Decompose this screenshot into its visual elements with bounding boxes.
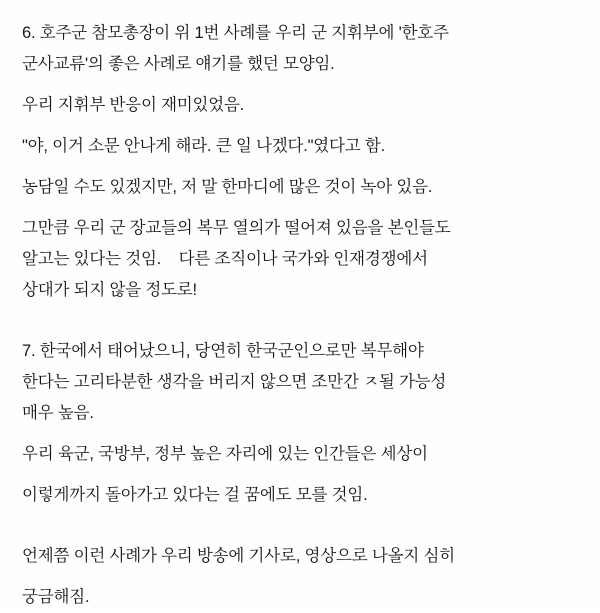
line-gap bbox=[22, 80, 578, 90]
text-line: 우리 육군, 국방부, 정부 높은 자리에 있는 인간들은 세상이 bbox=[22, 445, 428, 463]
text-line: 언제쯤 이런 사례가 우리 방송에 기사로, 영상으로 나올지 심히 bbox=[22, 547, 455, 565]
text-line: 매우 높음. bbox=[22, 404, 94, 422]
text-line: "야, 이거 소문 안나게 해라. 큰 일 나겠다."였다고 함. bbox=[22, 137, 385, 155]
text-line: 우리 지휘부 반응이 재미있었음. bbox=[22, 96, 245, 114]
paragraph-gap bbox=[22, 306, 578, 336]
line-gap bbox=[22, 429, 578, 439]
line-gap bbox=[22, 470, 578, 480]
paragraph-7 bbox=[22, 336, 578, 511]
text-line: 농담일 수도 있겠지만, 저 말 한마디에 많은 것이 녹아 있음. bbox=[22, 178, 433, 196]
line-gap bbox=[22, 121, 578, 131]
paragraph-closing bbox=[22, 541, 578, 613]
line-gap bbox=[22, 203, 578, 213]
line-gap bbox=[22, 572, 578, 582]
text-line: 그만큼 우리 군 장교들의 복무 열의가 떨어져 있음을 본인들도 bbox=[22, 219, 451, 237]
text-line: 군사교류'의 좋은 사례로 얘기를 했던 모양임. bbox=[22, 55, 335, 73]
text-line: 7. 한국에서 태어났으니, 당연히 한국군인으로만 복무해야 bbox=[22, 342, 424, 360]
line-gap bbox=[22, 162, 578, 172]
paragraph-gap bbox=[22, 511, 578, 541]
text-line: 이렇게까지 돌아가고 있다는 걸 꿈에도 모를 것임. bbox=[22, 486, 368, 504]
text-line: 한다는 고리타분한 생각을 버리지 않으면 조만간 ㅈ될 가능성 bbox=[22, 373, 447, 391]
text-line: 상대가 되지 않을 정도로! bbox=[22, 281, 197, 299]
text-line: 궁금해짐. bbox=[22, 588, 90, 606]
text-line: 알고는 있다는 것임. 다른 조직이나 국가와 인재경쟁에서 bbox=[22, 250, 428, 268]
paragraph-6 bbox=[22, 18, 578, 306]
text-line: 6. 호주군 참모총장이 위 1번 사례를 우리 군 지휘부에 '한호주 bbox=[22, 24, 449, 42]
